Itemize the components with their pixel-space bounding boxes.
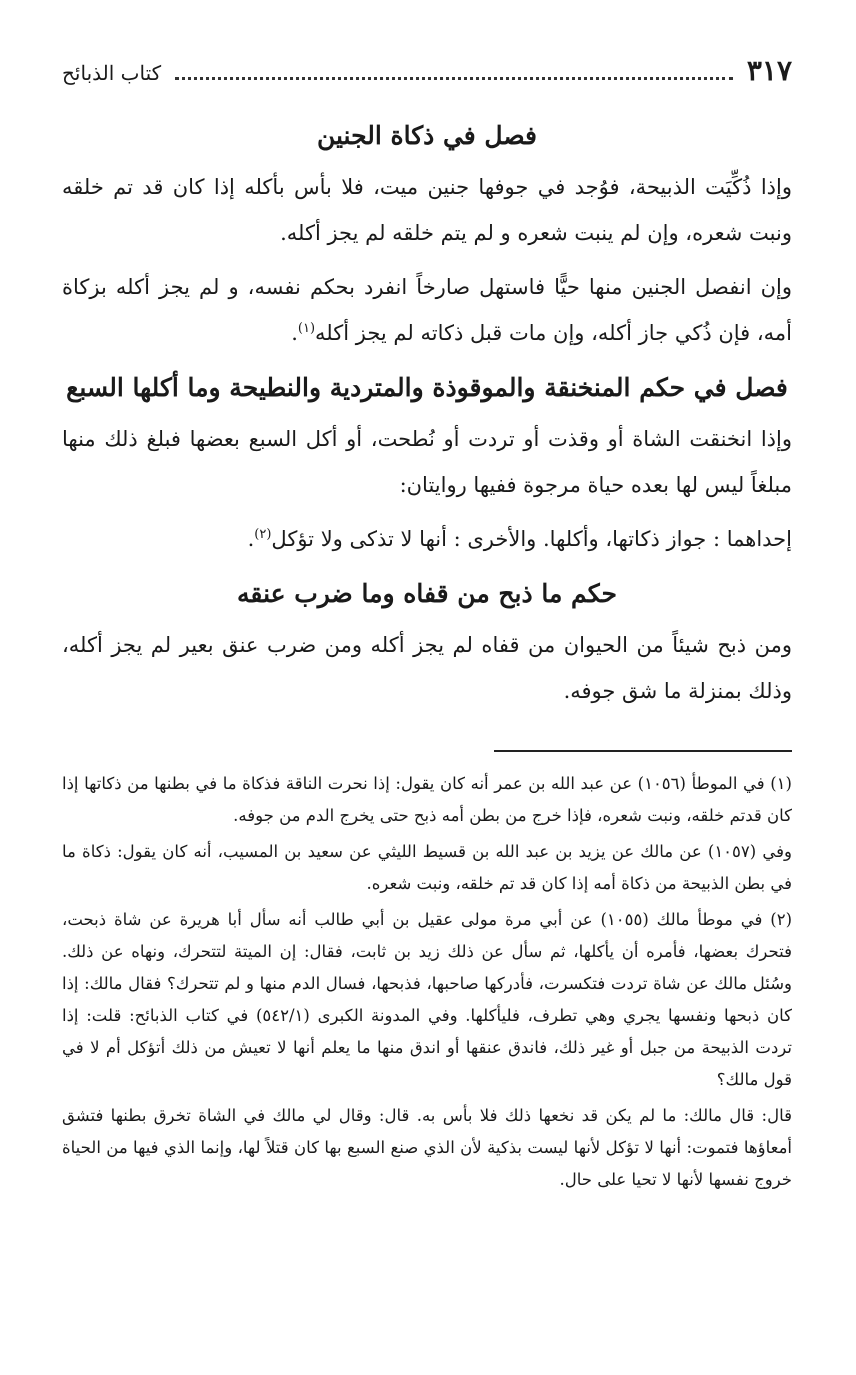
footnote-ref: (١) — [297, 321, 316, 336]
paragraph-end: . — [291, 321, 298, 345]
footnotes — [62, 768, 792, 1196]
paragraph: ومن ذبح شيئاً من الحيوان من قفاه لم يجز أكله ومن ضرب عنق بعير لم يجز أكله، وذلك بمنزلة ما شق جوفه. — [62, 633, 792, 703]
footnote: (٢) في موطأ مالك (١٠٥٥) عن أبي مرة مولى عقيل بن أبي طالب أنه سأل أبا هريرة عن شاة ذبحت، فتحرك بعضها، فأمره أن يأكلها، ثم سأل عن ذلك زيد بن ثابت، فقال: إن الميتة لتتحرك، ونهاه عن ذلك. وسُئل مالك عن شاة تردت فتكسرت، فأدركها صاحبها، فذبحها، فسال الدم منها و لم تتحرك؟ فقال مالك: إذا كان ذبحها ونفسها يجري وهي تطرف، فليأكلها. وفي المدونة الكبرى (٥٤٢/١) في كتاب الذبائح: قلت: إذا تردت الذبيحة من جبل أو غير ذلك، فاندق عنقها أو اندق منها ما يعلم أنها لا تعيش من ذلك أتؤكل أم لا في قول مالك؟ — [62, 910, 792, 1089]
paragraph-text: إحداهما : جواز ذكاتها، وأكلها. والأخرى : أنها لا تذكى ولا تؤكل — [271, 527, 792, 551]
paragraph — [62, 264, 792, 356]
running-header — [62, 56, 792, 104]
section-heading: فصل في ذكاة الجنين — [316, 121, 538, 150]
page-number: ٣١٧ — [746, 54, 792, 87]
paragraph — [62, 516, 792, 562]
footnote: وفي (١٠٥٧) عن مالك عن يزيد بن عبد الله بن قسيط الليثي عن سعيد بن المسيب، أنه كان يقول: ذكاة ما في بطن الذبيحة من ذكاة أمه إذا كان قد تم خلقه، ونبت شعره. — [62, 842, 792, 893]
footnote-separator — [494, 750, 792, 752]
footnote-ref: (٢) — [254, 527, 272, 542]
book-title: كتاب الذبائح — [62, 61, 162, 85]
paragraph: وإذا ذُكِّيَت الذبيحة، فوُجد في جوفها جنين ميت، فلا بأس بأكله إذا كان قد تم خلقه ونبت شعره، وإن لم ينبت شعره و لم يتم خلقه لم يجز أكله. — [62, 175, 792, 245]
section-heading: فصل في حكم المنخنقة والموقوذة والمتردية والنطيحة وما أكلها السبع — [66, 373, 788, 402]
paragraph-end: . — [247, 527, 255, 551]
section-heading: حكم ما ذبح من قفاه وما ضرب عنقه — [237, 579, 617, 608]
footnote: قال: قال مالك: ما لم يكن قد نخعها ذلك فلا بأس به. قال: وقال لي مالك في الشاة تخرق بطنها فتشق أمعاؤها فتموت: أنها لا تؤكل لأنها ليست بذكية لأن الذي صنع السبع بها كان قتلاً لها، وإنما الذي فيها من الحياة خروج نفسها لأنها لا تحيا على حال. — [62, 1106, 792, 1189]
paragraph-text: وإن انفصل الجنين منها حيًّا فاستهل صارخاً انفرد بحكم نفسه، و لم يجز أكله بزكاة أمه، فإن ذُكي جاز أكله، وإن مات قبل ذكاته لم يجز أكله — [62, 275, 792, 345]
footnote: (١) في الموطأ (١٠٥٦) عن عبد الله بن عمر أنه كان يقول: إذا نحرت الناقة فذكاة ما في بطنها من ذكاتها إذا كان قدتم خلقه، ونبت شعره، فإذا خرج من بطن أمه ذبح حتى يخرج الدم من جوفه. — [62, 774, 792, 825]
header-dot-leader — [175, 63, 733, 80]
paragraph: وإذا انخنقت الشاة أو وقذت أو تردت أو نُطحت، أو أكل السبع بعضها فبلغ ذلك منها مبلغاً ليس لها بعده حياة مرجوة ففيها روايتان: — [62, 427, 792, 497]
